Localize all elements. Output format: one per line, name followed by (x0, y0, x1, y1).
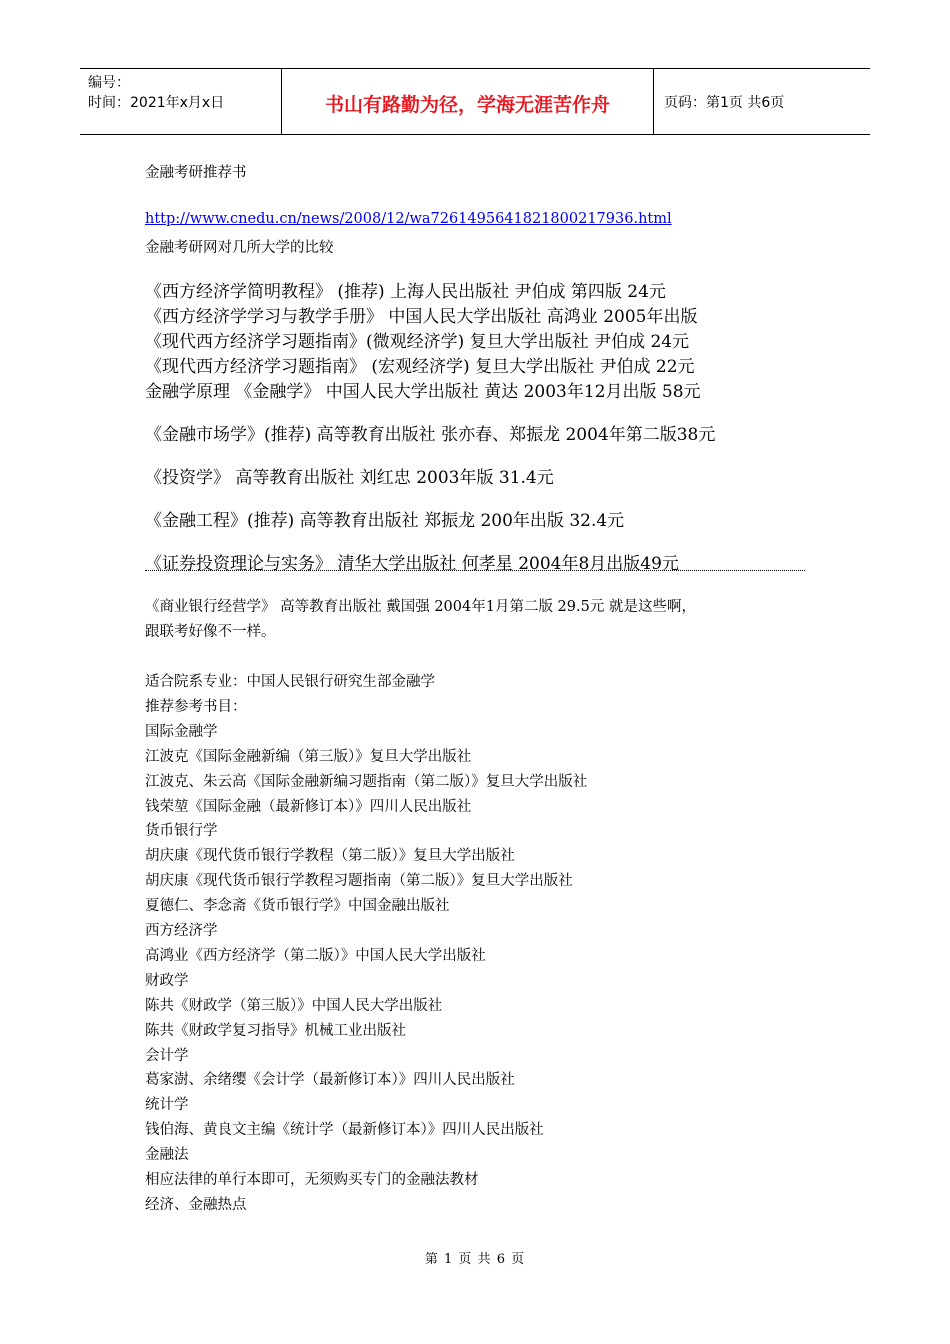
book-line: 《金融市场学》(推荐) 高等教育出版社 张亦春、郑振龙 2004年第二版38元 (145, 425, 716, 445)
book-line: 金融学原理 《金融学》 中国人民大学出版社 黄达 2003年12月出版 58元 (145, 382, 701, 402)
bank-book-line: 《商业银行经营学》 高等教育出版社 戴国强 2004年1月第二版 29.5元 就是这些啊， (145, 599, 696, 615)
list-item: 经济、金融热点 (145, 1196, 247, 1213)
book-line: 《证券投资理论与实务》 清华大学出版社 何孝星 2004年8月出版49元 (145, 554, 679, 574)
book-line: 《投资学》 高等教育出版社 刘红忠 2003年版 31.4元 (145, 468, 554, 488)
doc-subtitle: 金融考研网对几所大学的比较 (145, 240, 334, 256)
list-item: 适合院系专业：中国人民银行研究生部金融学 (145, 674, 435, 690)
list-item: 江波克《国际金融新编（第三版）》复旦大学出版社 (145, 748, 472, 765)
motto: 书山有路勤为径，学海无涯苦作舟 (282, 69, 654, 134)
list-item: 江波克、朱云高《国际金融新编习题指南（第二版）》复旦大学出版社 (145, 773, 588, 790)
list-item: 统计学 (145, 1097, 189, 1114)
list-item: 胡庆康《现代货币银行学教程习题指南（第二版）》复旦大学出版社 (145, 873, 573, 890)
page-info: 页码：第1页 共6页 (664, 94, 785, 111)
list-item: 钱伯海、黄良文主编《统计学（最新修订本）》四川人民出版社 (145, 1122, 544, 1139)
list-item: 金融法 (145, 1147, 189, 1164)
book-line: 《现代西方经济学习题指南》 (宏观经济学) 复旦大学出版社 尹伯成 22元 (145, 357, 695, 377)
book-line: 《西方经济学学习与教学手册》 中国人民大学出版社 高鸿业 2005年出版 (145, 307, 698, 327)
book-line: 《西方经济学简明教程》 (推荐) 上海人民出版社 尹伯成 第四版 24元 (145, 282, 666, 302)
list-item: 钱荣堃《国际金融（最新修订本）》四川人民出版社 (145, 798, 472, 815)
list-item: 推荐参考书目： (145, 698, 247, 715)
book-line: 《现代西方经济学习题指南》(微观经济学) 复旦大学出版社 尹伯成 24元 (145, 332, 690, 352)
list-item: 国际金融学 (145, 723, 218, 740)
list-item: 高鸿业《西方经济学（第二版）》中国人民大学出版社 (145, 947, 486, 964)
list-item: 相应法律的单行本即可，无须购买专门的金融法教材 (145, 1172, 479, 1188)
header-left-cell (80, 69, 282, 134)
doc-title: 金融考研推荐书 (145, 165, 247, 181)
number-label: 编号： (88, 75, 130, 91)
list-item: 货币银行学 (145, 823, 218, 840)
book-line: 《金融工程》(推荐) 高等教育出版社 郑振龙 200年出版 32.4元 (145, 511, 625, 531)
list-item: 财政学 (145, 972, 189, 989)
list-item: 陈共《财政学（第三版）》中国人民大学出版社 (145, 997, 443, 1014)
page-footer: 第 1 页 共 6 页 (424, 1252, 526, 1267)
list-item: 西方经济学 (145, 923, 218, 939)
list-item: 陈共《财政学复习指导》机械工业出版社 (145, 1022, 406, 1039)
header-table (80, 68, 870, 135)
list-item: 会计学 (145, 1047, 189, 1064)
list-item: 夏德仁、李念斋《货币银行学》中国金融出版社 (145, 898, 450, 915)
list-item: 胡庆康《现代货币银行学教程（第二版）》复旦大学出版社 (145, 848, 515, 865)
list-item: 葛家澍、余绪缨《会计学（最新修订本）》四川人民出版社 (145, 1072, 515, 1089)
bank-book-comment: 跟联考好像不一样。 (145, 624, 276, 640)
source-link[interactable]: http://www.cnedu.cn/news/2008/12/wa7261495641821800217936.html (145, 211, 672, 227)
time-label: 时间：2021年x月x日 (88, 95, 225, 111)
dotted-divider (145, 570, 805, 571)
